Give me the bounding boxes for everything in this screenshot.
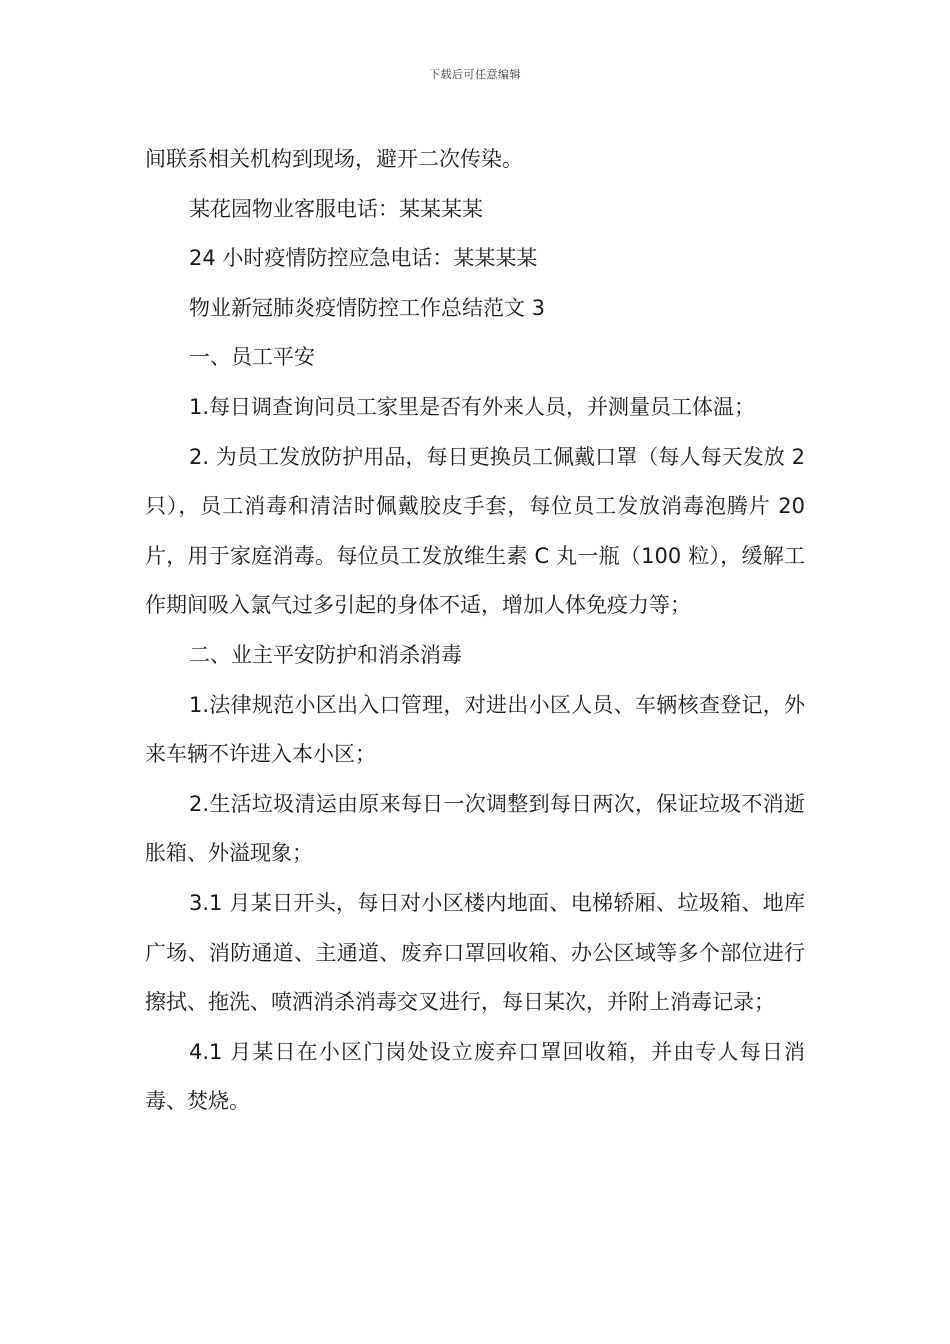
paragraph-item: 4.1 月某日在小区门岗处设立废弃口罩回收箱，并由专人每日消毒、焚烧。 bbox=[145, 1039, 805, 1114]
paragraph-item: 1.每日调查询问员工家里是否有外来人员，并测量员工体温； bbox=[189, 394, 756, 419]
paragraph-service-phone: 某花园物业客服电话：某某某某 bbox=[189, 196, 483, 221]
paragraph-emergency-phone: 24 小时疫情防控应急电话：某某某某 bbox=[189, 246, 538, 271]
heading-owner-safety: 二、业主平安防护和消杀消毒 bbox=[189, 642, 462, 667]
paragraph-item: 1.法律规范小区出入口管理，对进出小区人员、车辆核查登记，外来车辆不许进入本小区； bbox=[145, 692, 805, 767]
heading-staff-safety: 一、员工平安 bbox=[189, 345, 315, 370]
section-title: 物业新冠肺炎疫情防控工作总结范文 3 bbox=[189, 295, 546, 320]
paragraph-item: 2. 为员工发放防护用品，每日更换员工佩戴口罩（每人每天发放 2 只），员工消毒和清洁时佩戴胶皮手套，每位员工发放消毒泡腾片 20 片，用于家庭消毒。每位员工发放维生素 C 丸一瓶（100 粒），缓解工作期间吸入氯气过多引起的身体不适，增加人体免疫力等； bbox=[145, 444, 805, 618]
document-body bbox=[145, 135, 805, 1127]
page-header: 下载后可任意编辑 bbox=[429, 68, 521, 81]
paragraph-continuation: 间联系相关机构到现场，避开二次传染。 bbox=[145, 147, 523, 171]
paragraph-item: 2.生活垃圾清运由原来每日一次调整到每日两次，保证垃圾不消逝胀箱、外溢现象； bbox=[145, 791, 805, 866]
paragraph-item: 3.1 月某日开头，每日对小区楼内地面、电梯轿厢、垃圾箱、地库广场、消防通道、主通道、废弃口罩回收箱、办公区域等多个部位进行擦拭、拖洗、喷洒消杀消毒交叉进行，每日某次，并附上消毒记录； bbox=[145, 890, 805, 1015]
